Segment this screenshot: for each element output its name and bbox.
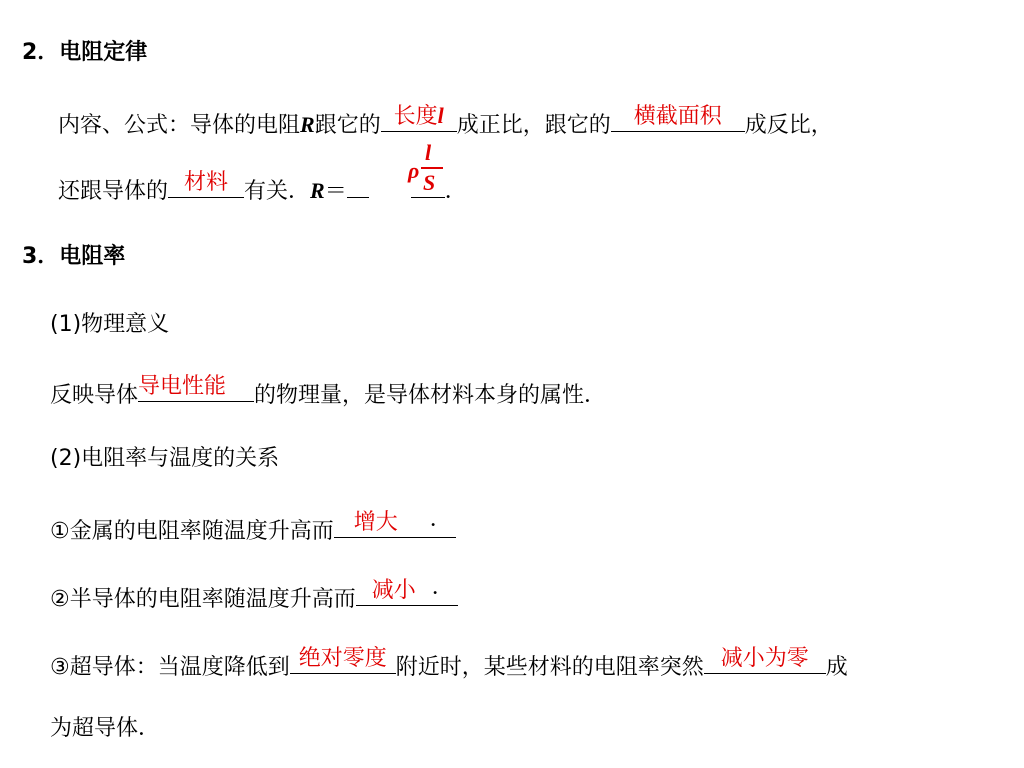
answer-material: 材料 (184, 170, 229, 195)
answer-area: 横截面积 (633, 104, 722, 129)
answer-increase: 增大 (353, 510, 398, 535)
text: 还跟导体的 (58, 179, 169, 204)
answer-blank-length (381, 103, 457, 132)
text: 成正比，跟它的 (456, 113, 611, 138)
answer-conductivity: 导电性能 (138, 374, 227, 399)
text: ③超导体：当温度降低到 (50, 655, 290, 680)
text: ②半导体的电阻率随温度升高而 (50, 587, 356, 612)
answer-blank-conductivity (138, 376, 254, 402)
subsection-2-heading: (2)电阻率与温度的关系 (50, 446, 280, 471)
answer-drop-to-zero: 减小为零 (720, 646, 809, 671)
period: ． (431, 575, 454, 600)
symbol-r: R (300, 112, 315, 137)
answer-blank-material (168, 172, 244, 198)
item-3-superconductor (50, 648, 848, 678)
text: 内容、公式：导体的电阻 (58, 113, 301, 138)
text: 成 (825, 655, 848, 680)
answer-blank-drop-to-zero (704, 648, 826, 674)
section-2-heading: 2．电阻定律 (22, 40, 148, 65)
formula-blank-left (347, 172, 369, 198)
section-3-heading: 3．电阻率 (22, 244, 126, 269)
period: ． (429, 507, 452, 532)
formula-fraction-bar (421, 167, 443, 169)
text: 附近时，某些材料的电阻率突然 (395, 655, 704, 680)
subsection-1-heading: (1)物理意义 (50, 312, 170, 337)
answer-blank-increase (334, 507, 456, 538)
formula-denominator: S (423, 170, 436, 195)
answer-decrease: 减小 (371, 578, 416, 603)
symbol-r: R (310, 178, 325, 203)
equals-sign: ＝ (324, 179, 347, 204)
answer-blank-absolute-zero (290, 648, 396, 674)
answer-blank-area (611, 106, 745, 132)
answer-length: 长度l (393, 103, 444, 129)
formula-rho: ρ (408, 158, 420, 183)
item-2-semiconductor (50, 575, 458, 612)
law-content-line-2 (58, 172, 467, 202)
answer-blank-decrease (356, 575, 458, 606)
text: ①金属的电阻率随温度升高而 (50, 519, 334, 544)
text: 跟它的 (314, 113, 381, 138)
physical-meaning-line (50, 376, 606, 406)
text: 的物理量，是导体材料本身的属性． (254, 383, 607, 408)
text: 成反比， (744, 113, 833, 138)
formula-numerator: l (425, 140, 432, 165)
answer-absolute-zero: 绝对零度 (298, 646, 387, 671)
item-1-metal (50, 507, 456, 544)
period: ． (444, 179, 467, 204)
item-3-continuation: 为超导体． (50, 716, 161, 741)
text: 有关． (244, 179, 311, 204)
text: 反映导体 (50, 383, 139, 408)
law-content-line-1 (58, 103, 833, 138)
